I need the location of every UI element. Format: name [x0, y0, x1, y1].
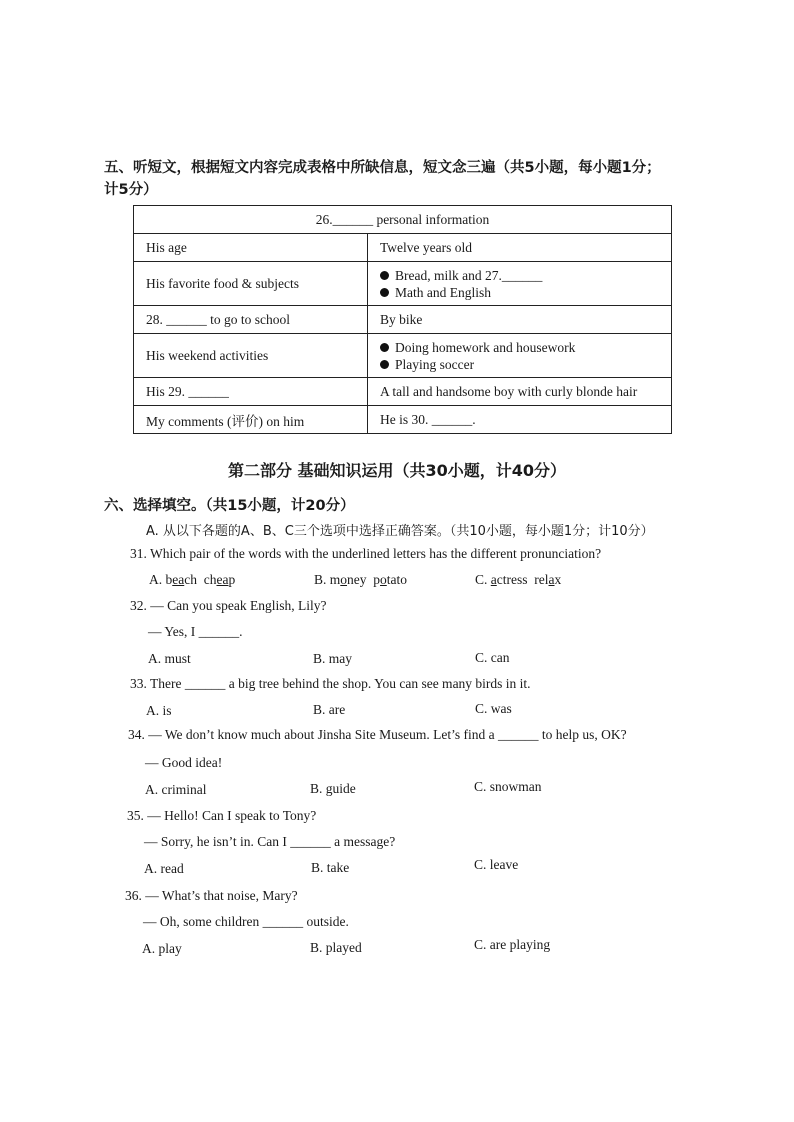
table-row [134, 406, 672, 434]
word-part: ch [184, 572, 197, 587]
question-31-stem: 31. Which pair of the words with the underlined letters has the different pronunciation? [130, 546, 602, 561]
bullet-text: Bread, milk and 27.______ [395, 267, 543, 283]
underlined-letters: o [380, 572, 387, 587]
section-5-heading-line1: 五、听短文，根据短文内容完成表格中所缺信息，短文念三遍（共5小题，每小题1分； [104, 160, 661, 176]
section-5-heading-line2: 计5分） [104, 182, 158, 198]
question-34-option-b: B. guide [310, 781, 356, 796]
question-32-line1: 32. — Can you speak English, Lily? [130, 598, 327, 613]
row-value: A tall and handsome boy with curly blonde hair [368, 378, 672, 406]
row-value: Twelve years old [368, 234, 672, 262]
question-33-option-b: B. are [313, 702, 346, 717]
question-31-option-c [475, 572, 561, 588]
word-part: m [329, 572, 341, 587]
bullet-dot-icon [380, 271, 389, 280]
question-33-option-c: C. was [475, 701, 512, 716]
word-part: tato [386, 572, 408, 587]
question-34-option-a: A. criminal [145, 782, 207, 797]
option-label: B. [314, 572, 330, 587]
underlined-letters: a [548, 572, 555, 587]
question-32-option-b: B. may [313, 651, 352, 666]
word-part: rel [534, 572, 549, 587]
row-label: His age [134, 234, 368, 262]
row-label: 28. ______ to go to school [134, 306, 368, 334]
bullet-text: Doing homework and housework [395, 339, 576, 355]
row-label: My comments (评价) on him [134, 406, 368, 434]
question-35-line2: — Sorry, he isn’t in. Can I ______ a message? [144, 834, 396, 849]
question-35-option-a: A. read [144, 861, 184, 876]
section-6-instruction: A. 从以下各题的A、B、C三个选项中选择正确答案。（共10小题，每小题1分；计10分） [146, 524, 654, 539]
row-value [368, 334, 672, 378]
bullet-dot-icon [380, 360, 389, 369]
section-6-heading: 六、选择填空。（共15小题，计20分） [104, 498, 355, 514]
question-36-line1: 36. — What’s that noise, Mary? [125, 888, 298, 903]
row-value: By bike [368, 306, 672, 334]
row-label: His favorite food & subjects [134, 262, 368, 306]
question-34-line2: — Good idea! [145, 755, 223, 770]
word-part: ctress [496, 572, 528, 587]
personal-information-table [133, 205, 672, 434]
bullet-dot-icon [380, 288, 389, 297]
option-label: C. [475, 572, 491, 587]
underlined-letters: ea [172, 572, 185, 587]
underlined-letters: o [340, 572, 348, 587]
table-title-row [134, 206, 672, 234]
table-row [134, 378, 672, 406]
word-part: x [554, 572, 562, 587]
bullet-dot-icon [380, 343, 389, 352]
question-36-option-b: B. played [310, 940, 362, 955]
table-row [134, 306, 672, 334]
question-36-line2: — Oh, some children ______ outside. [143, 914, 349, 929]
question-35-option-b: B. take [311, 860, 350, 875]
option-label: A. [149, 572, 166, 587]
question-35-line1: 35. — Hello! Can I speak to Tony? [127, 808, 317, 823]
table-row [134, 234, 672, 262]
section-5-heading [104, 157, 704, 201]
word-part: p [373, 572, 381, 587]
question-32-option-a: A. must [148, 651, 191, 666]
underlined-letters: ea [216, 572, 229, 587]
underlined-letters: a [490, 572, 497, 587]
bullet-item [380, 267, 671, 284]
question-34-option-c: C. snowman [474, 779, 542, 794]
question-32-line2: — Yes, I ______. [148, 624, 243, 639]
question-35-option-c: C. leave [474, 857, 519, 872]
table-row [134, 334, 672, 378]
row-label: His weekend activities [134, 334, 368, 378]
word-part: ney [347, 572, 367, 587]
question-33-line1: 33. There ______ a big tree behind the shop. You can see many birds in it. [130, 676, 531, 691]
question-36-option-c: C. are playing [474, 937, 551, 952]
part-2-title: 第二部分 基础知识运用（共30小题，计40分） [227, 461, 567, 480]
question-32-option-c: C. can [475, 650, 510, 665]
bullet-item [380, 339, 671, 356]
row-label: His 29. ______ [134, 378, 368, 406]
question-31-option-a [149, 572, 235, 588]
question-36-option-a: A. play [142, 941, 182, 956]
row-value: He is 30. ______. [368, 406, 672, 434]
word-part: b [165, 572, 173, 587]
word-part: p [228, 572, 236, 587]
table-row [134, 262, 672, 306]
bullet-text: Playing soccer [395, 356, 475, 372]
row-value [368, 262, 672, 306]
bullet-item [380, 356, 671, 373]
bullet-text: Math and English [395, 284, 491, 300]
question-31-option-b [314, 572, 407, 588]
question-33-option-a: A. is [146, 703, 172, 718]
table-title: 26.______ personal information [134, 206, 672, 234]
question-34-line1: 34. — We don’t know much about Jinsha Site Museum. Let’s find a ______ to help us, OK? [128, 727, 627, 742]
word-part: ch [203, 572, 217, 587]
bullet-item [380, 284, 671, 301]
